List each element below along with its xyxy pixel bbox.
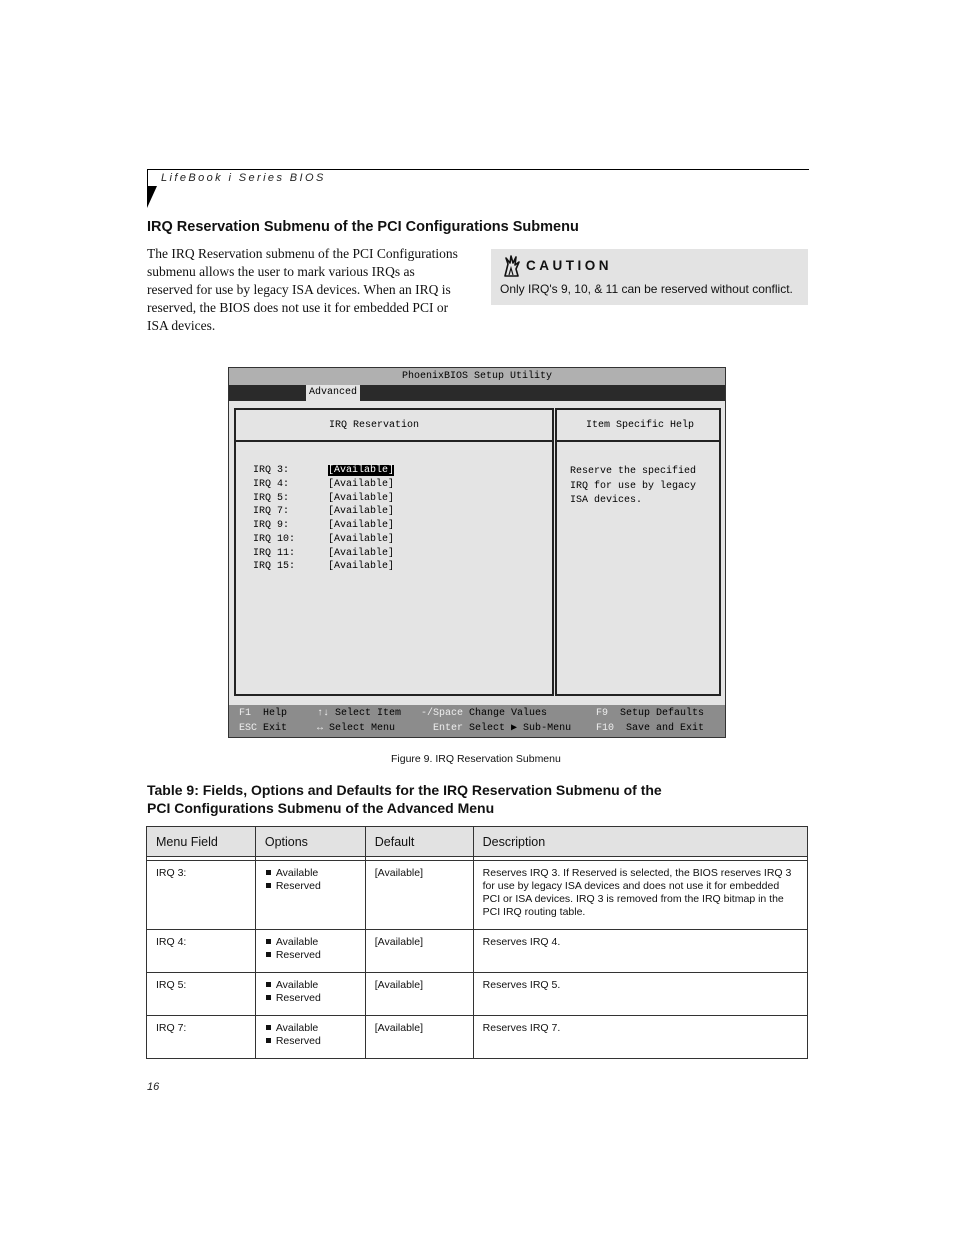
option-item: Available [265,867,356,880]
irq-label: IRQ 9: [253,520,290,531]
caution-title: CAUTION [526,258,612,273]
intro-paragraph: The IRQ Reservation submenu of the PCI Configurations submenu allows the user to mark various IRQs as reserved for use by legacy ISA devices. When an IRQ is reserved, the BIOS does not use it for embedded PCI or ISA devices. [147,246,458,333]
options-cell [255,861,365,930]
menu-field: IRQ 4: [147,930,256,973]
option-item: Available [265,1022,356,1035]
default-cell: [Available] [365,861,473,930]
footer-desc: Help [263,708,288,719]
col-header: Options [255,827,365,857]
options-cell [255,1016,365,1059]
footer-desc: Setup Defaults [620,708,705,719]
figure-caption: Figure 9. IRQ Reservation Submenu [391,753,561,765]
footer-key-esc[interactable] [239,721,287,736]
default-cell: [Available] [365,930,473,973]
irq-row[interactable] [253,560,394,574]
footer-desc: Select ▶ Sub-Menu [469,723,572,734]
footer-desc: Select Item [335,708,402,719]
option-item: Reserved [265,1035,356,1048]
irq-value[interactable]: [Available] [328,520,395,531]
table-header-row [147,827,808,857]
option-item: Reserved [265,949,356,962]
footer-desc: Exit [263,723,288,734]
caution-text: Only IRQ's 9, 10, & 11 can be reserved without conflict. [500,282,793,296]
irq-value[interactable]: [Available] [328,465,395,476]
options-cell [255,973,365,1016]
bios-help-panel [555,408,721,696]
bios-title-bar: PhoenixBIOS Setup Utility [229,368,725,385]
options-cell [255,930,365,973]
bios-menu-bar [229,385,725,401]
footer-key: F1 [239,708,252,719]
tab-advanced[interactable]: Advanced [306,385,360,401]
irq-label: IRQ 7: [253,506,290,517]
option-item: Available [265,936,356,949]
irq-label: IRQ 4: [253,479,290,490]
irq-label: IRQ 5: [253,493,290,504]
up-down-arrows-icon: ↑↓ [317,708,330,719]
irq-label: IRQ 15: [253,561,296,572]
footer-key-f9[interactable] [596,706,704,721]
footer-key: F9 [596,708,609,719]
irq-value[interactable]: [Available] [328,493,395,504]
footer-key-select-item[interactable] [317,706,401,721]
footer-key-enter[interactable] [433,721,571,736]
irq-row[interactable] [253,547,394,561]
footer-key-change-values[interactable] [421,706,547,721]
footer-key: F10 [596,723,615,734]
irq-row[interactable] [253,464,394,478]
footer-key-f10[interactable] [596,721,704,736]
caution-hand-icon [502,254,522,283]
menu-field: IRQ 7: [147,1016,256,1059]
description-cell: Reserves IRQ 3. If Reserved is selected, the BIOS reserves IRQ 3 for use by legacy ISA devices and does not use it for embedded PCI or ISA devices. IRQ 3 is removed from the IRQ bitmap in the PCI IRQ routing table. [473,861,807,930]
irq-value[interactable]: [Available] [328,548,395,559]
header-wedge-mark [147,186,157,208]
irq-row[interactable] [253,533,394,547]
left-right-arrows-icon: ↔ [317,723,324,734]
section-title: IRQ Reservation Submenu of the PCI Configurations Submenu [147,219,579,235]
bios-help-panel-title: Item Specific Help [586,420,695,431]
menu-field: IRQ 3: [147,861,256,930]
option-item: Reserved [265,992,356,1005]
table-row [147,1016,808,1059]
col-header: Default [365,827,473,857]
irq-label: IRQ 11: [253,548,296,559]
footer-key-f1[interactable] [239,706,287,721]
bios-left-divider [234,440,554,442]
footer-key-select-menu[interactable] [317,721,395,736]
fields-table [146,826,808,1059]
col-header: Description [473,827,807,857]
table-row [147,861,808,930]
bios-footer [229,705,725,737]
irq-value[interactable]: [Available] [328,534,395,545]
table-title-line: PCI Configurations Submenu of the Advanced Menu [147,800,495,816]
default-cell: [Available] [365,973,473,1016]
irq-value[interactable]: [Available] [328,479,395,490]
running-header: LifeBook i Series BIOS [161,172,326,184]
irq-value[interactable]: [Available] [328,506,395,517]
irq-row[interactable] [253,505,394,519]
irq-value[interactable]: [Available] [328,561,395,572]
footer-key: ESC [239,723,258,734]
irq-row[interactable] [253,519,394,533]
footer-desc: Select Menu [329,723,396,734]
footer-desc: Change Values [469,708,548,719]
menu-field: IRQ 5: [147,973,256,1016]
bios-right-divider [555,440,721,442]
irq-row[interactable] [253,478,394,492]
table-row [147,973,808,1016]
description-cell: Reserves IRQ 4. [473,930,807,973]
header-rule [147,169,809,170]
table-title-line: Table 9: Fields, Options and Defaults for the IRQ Reservation Submenu of the [147,782,662,798]
description-cell: Reserves IRQ 5. [473,973,807,1016]
bios-left-panel-title: IRQ Reservation [329,420,420,431]
footer-desc: Save and Exit [626,723,705,734]
default-cell: [Available] [365,1016,473,1059]
option-item: Available [265,979,356,992]
option-item: Reserved [265,880,356,893]
footer-key: Enter [433,723,464,734]
bios-screen [228,367,726,738]
footer-key: -/Space [421,708,464,719]
page-number: 16 [147,1081,160,1093]
irq-label: IRQ 10: [253,534,296,545]
bios-help-text: Reserve the specified IRQ for use by legacy ISA devices. [570,466,697,506]
table-title [147,781,707,817]
irq-label: IRQ 3: [253,465,290,476]
table-row [147,930,808,973]
irq-row[interactable] [253,492,394,506]
col-header: Menu Field [147,827,256,857]
description-cell: Reserves IRQ 7. [473,1016,807,1059]
